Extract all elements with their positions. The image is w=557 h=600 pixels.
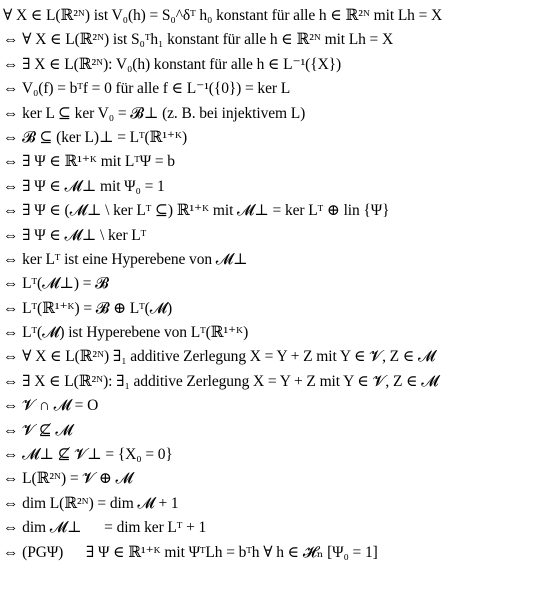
equivalence-chain <box>3 4 555 565</box>
formula-line: ⇔ dim 𝓜⊥ = dim ker Lᵀ + 1 <box>3 519 207 537</box>
formula-line: ⇔ 𝓥 ⊈ 𝓜 <box>3 421 73 439</box>
formula-line: ⇔ ∃ X ∈ L(ℝ²ᴺ): ∃₁ additive Zerlegung X = Y + Z mit Y ∈ 𝓥, Z ∈ 𝓜 <box>3 372 439 390</box>
formula-line: ⇔ 𝓥 ∩ 𝓜 = O <box>3 397 99 415</box>
formula-line: ⇔ 𝓜⊥ ⊈ 𝓥⊥ = {X₀ = 0} <box>3 446 173 464</box>
formula-line: ⇔ ker Lᵀ ist eine Hyperebene von 𝓜⊥ <box>3 250 248 268</box>
formula-line: ⇔ Lᵀ(𝓜⊥) = 𝓑 <box>3 275 109 293</box>
formula-line: ⇔ 𝓑 ⊆ (ker L)⊥ = Lᵀ(ℝ¹⁺ᴷ) <box>3 128 188 146</box>
formula-line: ⇔ ∃ Ψ ∈ (𝓜⊥ \ ker Lᵀ ⊆) ℝ¹⁺ᴷ mit 𝓜⊥ = ker Lᵀ ⊕ lin {Ψ} <box>3 202 390 220</box>
formula-line: ⇔ L(ℝ²ᴺ) = 𝓥 ⊕ 𝓜 <box>3 470 133 488</box>
formula-line: ⇔ Lᵀ(ℝ¹⁺ᴷ) = 𝓑 ⊕ Lᵀ(𝓜) <box>3 299 173 317</box>
formula-line: ⇔ V₀(f) = bᵀf = 0 für alle f ∈ L⁻¹({0}) = ker L <box>3 80 291 98</box>
formula-line: ⇔ Lᵀ(𝓜) ist Hyperebene von Lᵀ(ℝ¹⁺ᴷ) <box>3 324 249 342</box>
formula-line: ⇔ ∃ Ψ ∈ ℝ¹⁺ᴷ mit LᵀΨ = b <box>3 153 175 171</box>
formula-line: ⇔ (PGΨ) ∃ Ψ ∈ ℝ¹⁺ᴷ mit ΨᵀLh = bᵀh ∀ h ∈ 𝓗ₙ [Ψ₀ = 1] <box>3 543 378 561</box>
formula-line: ⇔ ∃ Ψ ∈ 𝓜⊥ \ ker Lᵀ <box>3 226 147 244</box>
formula-line: ⇔ ∃ X ∈ L(ℝ²ᴺ): V₀(h) konstant für alle h ∈ L⁻¹({X}) <box>3 55 342 73</box>
formula-line: ⇔ ker L ⊆ ker V₀ = 𝓑⊥ (z. B. bei injektivem L) <box>3 104 306 122</box>
formula-line: ∀ X ∈ L(ℝ²ᴺ) ist V₀(h) = S₀^δᵀ h₀ konstant für alle h ∈ ℝ²ᴺ mit Lh = X <box>3 7 443 24</box>
formula-line: ⇔ ∃ Ψ ∈ 𝓜⊥ mit Ψ₀ = 1 <box>3 177 165 195</box>
formula-line: ⇔ dim L(ℝ²ᴺ) = dim 𝓜 + 1 <box>3 494 179 512</box>
formula-line: ⇔ ∀ X ∈ L(ℝ²ᴺ) ist S₀ᵀh₁ konstant für alle h ∈ ℝ²ᴺ mit Lh = X <box>3 31 394 49</box>
formula-line: ⇔ ∀ X ∈ L(ℝ²ᴺ) ∃₁ additive Zerlegung X = Y + Z mit Y ∈ 𝓥, Z ∈ 𝓜 <box>3 348 436 366</box>
